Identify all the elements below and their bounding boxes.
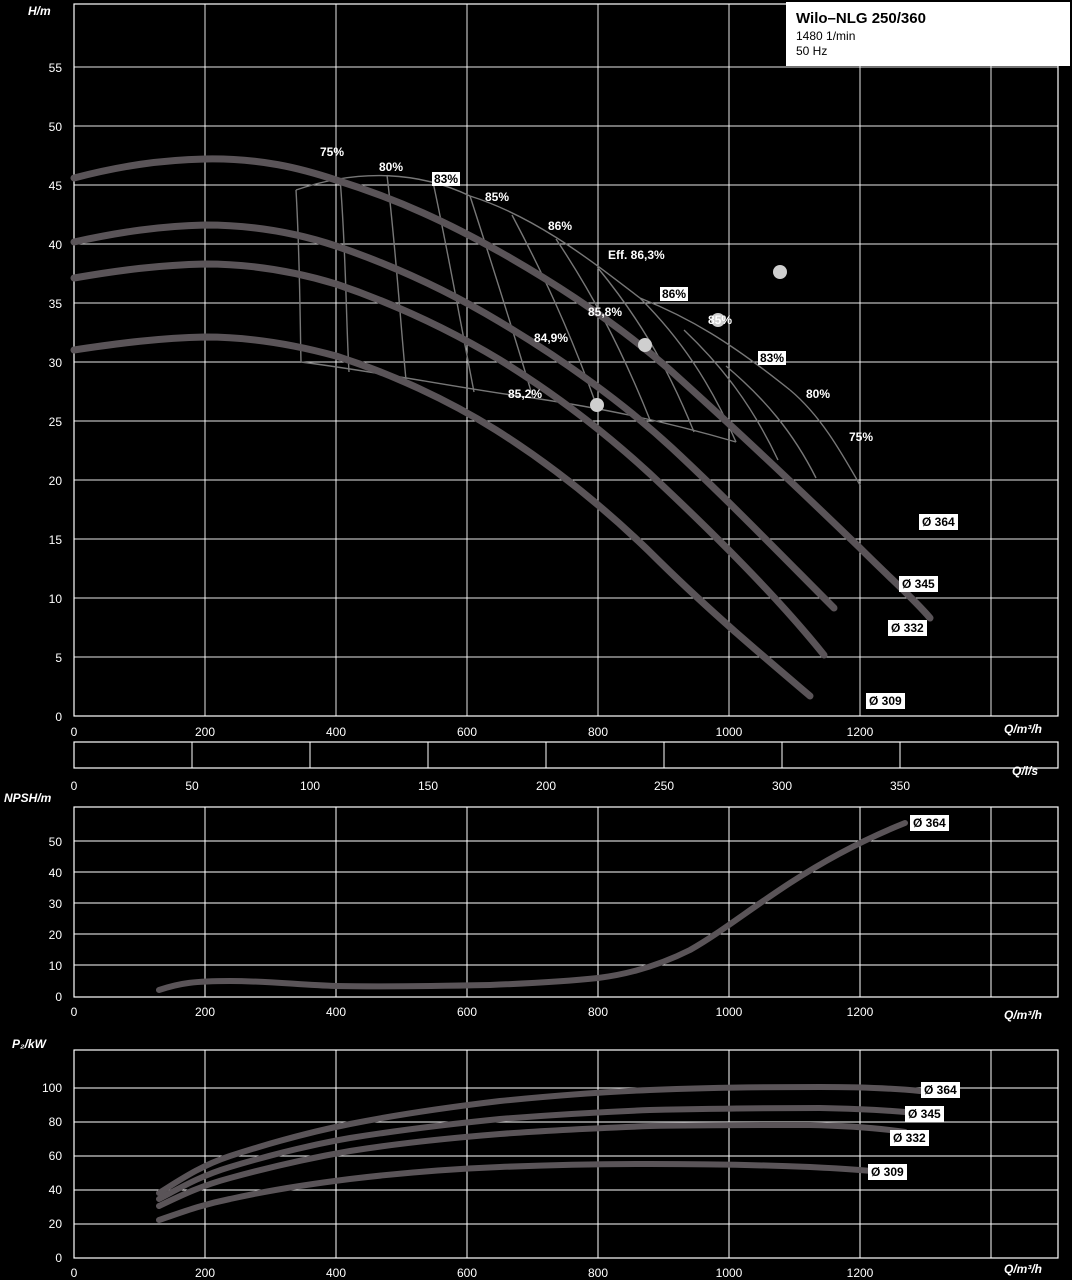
secondary-axis-ticks: [192, 742, 900, 768]
duty-label-858: 85,8%: [588, 305, 623, 319]
svg-text:20: 20: [48, 474, 62, 488]
y-axis-ticks: [49, 61, 63, 724]
svg-text:40: 40: [48, 238, 62, 252]
secondary-axis-frame: [74, 742, 1058, 768]
svg-text:35: 35: [48, 297, 62, 311]
svg-text:15: 15: [48, 533, 62, 547]
efficiency-label-85-upper: 85%: [485, 190, 510, 204]
svg-text:60: 60: [48, 1149, 62, 1163]
efficiency-label-80-upper: 80%: [379, 160, 404, 174]
svg-text:0: 0: [70, 1266, 78, 1280]
svg-text:1200: 1200: [846, 1005, 874, 1019]
impeller-label-345-head: Ø 345: [899, 576, 938, 592]
svg-text:250: 250: [653, 779, 675, 793]
svg-text:1200: 1200: [846, 725, 874, 739]
svg-text:400: 400: [325, 1005, 347, 1019]
svg-text:30: 30: [48, 356, 62, 370]
npsh-x-ticks: [71, 1005, 874, 1019]
svg-text:0: 0: [55, 990, 62, 1004]
impeller-label-332-power: Ø 332: [890, 1130, 929, 1146]
efficiency-label-75-lower: 75%: [849, 430, 874, 444]
svg-text:0: 0: [70, 779, 78, 793]
power-y-ticks: [42, 1081, 62, 1265]
svg-text:200: 200: [194, 1005, 216, 1019]
svg-text:80: 80: [48, 1115, 62, 1129]
svg-text:25: 25: [48, 415, 62, 429]
svg-text:40: 40: [48, 1183, 62, 1197]
svg-text:600: 600: [456, 1266, 478, 1280]
npsh-y-axis-title: NPSH/m: [4, 791, 52, 805]
efficiency-label-86-lower: 86%: [662, 287, 687, 301]
x-axis2-ticks: [71, 779, 911, 793]
svg-text:40: 40: [48, 866, 62, 880]
svg-text:10: 10: [48, 959, 62, 973]
svg-text:1000: 1000: [715, 725, 743, 739]
head-x-axis2-title: Q/l/s: [1012, 764, 1039, 778]
efficiency-label-eff-max: Eff. 86,3%: [608, 248, 665, 262]
impeller-label-364-power: Ø 364: [921, 1082, 960, 1098]
svg-text:350: 350: [889, 779, 911, 793]
x-axis-ticks: [71, 725, 874, 739]
svg-text:50: 50: [48, 835, 62, 849]
impeller-label-364-npsh: Ø 364: [910, 815, 949, 831]
efficiency-label-80-lower: 80%: [806, 387, 831, 401]
svg-text:400: 400: [325, 1266, 347, 1280]
svg-text:45: 45: [48, 179, 62, 193]
svg-text:1000: 1000: [715, 1005, 743, 1019]
efficiency-label-85-lower: 85%: [708, 313, 733, 327]
efficiency-label-86-upper: 86%: [548, 219, 573, 233]
svg-text:1000: 1000: [715, 1266, 743, 1280]
svg-text:100: 100: [41, 1081, 62, 1095]
svg-text:300: 300: [771, 779, 793, 793]
pump-frequency: 50 Hz: [796, 44, 828, 58]
pump-speed: 1480 1/min: [796, 29, 856, 43]
svg-text:30: 30: [48, 897, 62, 911]
svg-text:10: 10: [48, 592, 62, 606]
power-x-axis-title: Q/m³/h: [1004, 1262, 1042, 1276]
power-chart: [0, 1038, 1072, 1280]
svg-text:800: 800: [587, 725, 609, 739]
svg-text:200: 200: [535, 779, 557, 793]
svg-text:200: 200: [194, 1266, 216, 1280]
efficiency-label-83-lower: 83%: [760, 351, 785, 365]
svg-text:0: 0: [55, 710, 62, 724]
efficiency-label-83-upper: 83%: [434, 172, 459, 186]
impeller-label-345-power: Ø 345: [905, 1106, 944, 1122]
svg-text:400: 400: [325, 725, 347, 739]
npsh-x-axis-title: Q/m³/h: [1004, 1008, 1042, 1022]
svg-text:100: 100: [299, 779, 321, 793]
svg-text:0: 0: [70, 725, 78, 739]
svg-text:50: 50: [48, 120, 62, 134]
svg-text:0: 0: [55, 1251, 62, 1265]
svg-text:600: 600: [456, 1005, 478, 1019]
impeller-label-332-head: Ø 332: [888, 620, 927, 636]
svg-text:150: 150: [417, 779, 439, 793]
svg-text:20: 20: [48, 1217, 62, 1231]
duty-label-852: 85,2%: [508, 387, 543, 401]
duty-label-849: 84,9%: [534, 331, 569, 345]
svg-text:600: 600: [456, 725, 478, 739]
efficiency-label-75-upper: 75%: [320, 145, 345, 159]
pump-title: Wilo–NLG 250/360: [796, 10, 926, 27]
svg-text:55: 55: [48, 61, 62, 75]
impeller-label-364-head: Ø 364: [919, 514, 958, 530]
npsh-y-ticks: [49, 835, 63, 1004]
svg-text:0: 0: [70, 1005, 78, 1019]
power-plot-frame: [74, 1050, 1058, 1258]
power-y-axis-title: P₂/kW: [12, 1037, 46, 1051]
svg-text:5: 5: [55, 651, 62, 665]
head-x-axis-title: Q/m³/h: [1004, 722, 1042, 736]
svg-text:20: 20: [48, 928, 62, 942]
svg-text:200: 200: [194, 725, 216, 739]
impeller-label-309-power: Ø 309: [868, 1164, 907, 1180]
head-y-axis-title: H/m: [28, 4, 51, 18]
svg-text:1200: 1200: [846, 1266, 874, 1280]
info-box: [786, 2, 1070, 66]
svg-text:800: 800: [587, 1005, 609, 1019]
npsh-plot-frame: [74, 807, 1058, 997]
plot-frame: [74, 4, 1058, 716]
power-x-ticks: [71, 1266, 874, 1280]
impeller-label-309-head: Ø 309: [866, 693, 905, 709]
svg-text:50: 50: [185, 779, 199, 793]
svg-text:800: 800: [587, 1266, 609, 1280]
